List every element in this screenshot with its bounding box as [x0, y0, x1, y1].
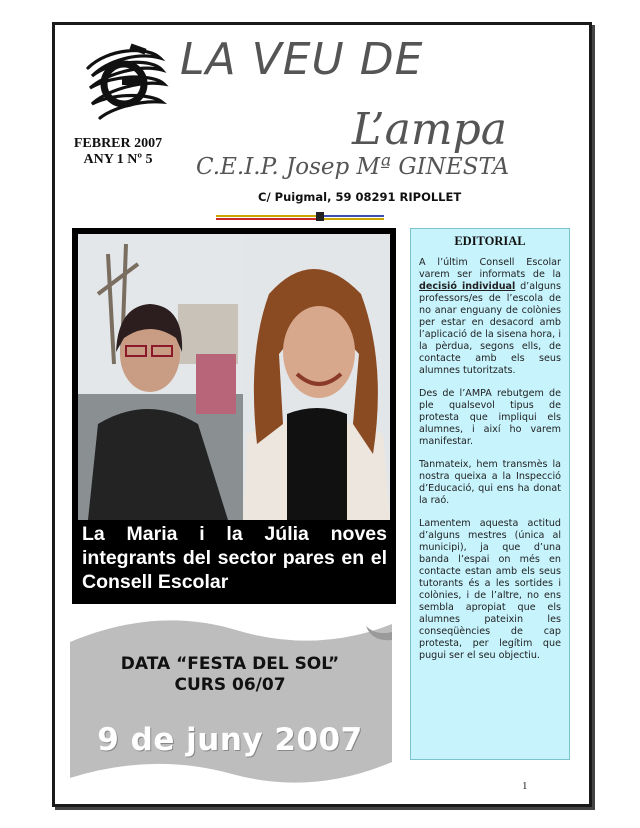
photo-maria [78, 234, 243, 520]
festa-date: 9 de juny 2007 [97, 722, 363, 758]
editorial-heading: EDITORIAL [454, 234, 526, 248]
festa-course: CURS 06/07 [174, 675, 286, 695]
editorial-paragraph: Lamentem aquesta actitud d’alguns mestres (única al municipi), ja que d’una banda l’espai on més en contacte estan amb els seus tutorants és a les sortides i colònies, i de l’altre, no ens sembla apropiat que els alumnes pateixin les conseqüències de cap protesta, per legítim que pugui ser el seu objectiu. [419, 518, 561, 661]
festa-banner-shape [66, 606, 396, 796]
masthead-title-line1: LA VEU DE [180, 34, 424, 85]
editorial-emphasis: decisió individual [419, 281, 516, 292]
issue-number: ANY 1 Nº 5 [83, 152, 153, 167]
editorial-box [410, 228, 570, 760]
photo-julia [243, 234, 390, 520]
decorative-divider [216, 210, 384, 224]
editorial-paragraph: A l’últim Consell Escolar varem ser informats de la decisió individual d’alguns professors/es de l’escola de no anar enguany de colònies per estar en desacord amb l’aplicació de la sisena hora, i la pèrdua, segons ells, de contacte amb els seus alumnes tutoritzats. [419, 257, 562, 376]
ampa-logo-icon [78, 38, 170, 126]
school-name: C.E.I.P. Josep Mª GINESTA [196, 154, 510, 180]
editorial-paragraph: Tanmateix, hem transmès la nostra queixa a la Inspecció d’Educació, qui ens ha donat la raó. [419, 459, 561, 506]
issue-date: FEBRER 2007 [73, 136, 163, 151]
masthead-title-line2: L’ampa [352, 104, 508, 155]
school-address: C/ Puigmal, 59 08291 RIPOLLET [258, 190, 462, 204]
issue-info [64, 136, 172, 168]
festa-title: DATA “FESTA DEL SOL” [120, 654, 340, 674]
photo-caption: La Maria i la Júlia noves integrants del sector pares en el Consell Escolar [82, 523, 387, 593]
festa-info [70, 654, 390, 696]
editorial-paragraph: Des de l’AMPA rebutgem de ple qualsevol tipus de protesta que impliqui els alumnes, i així ho varem manifestar. [419, 388, 561, 447]
page-number: 1 [522, 780, 528, 792]
